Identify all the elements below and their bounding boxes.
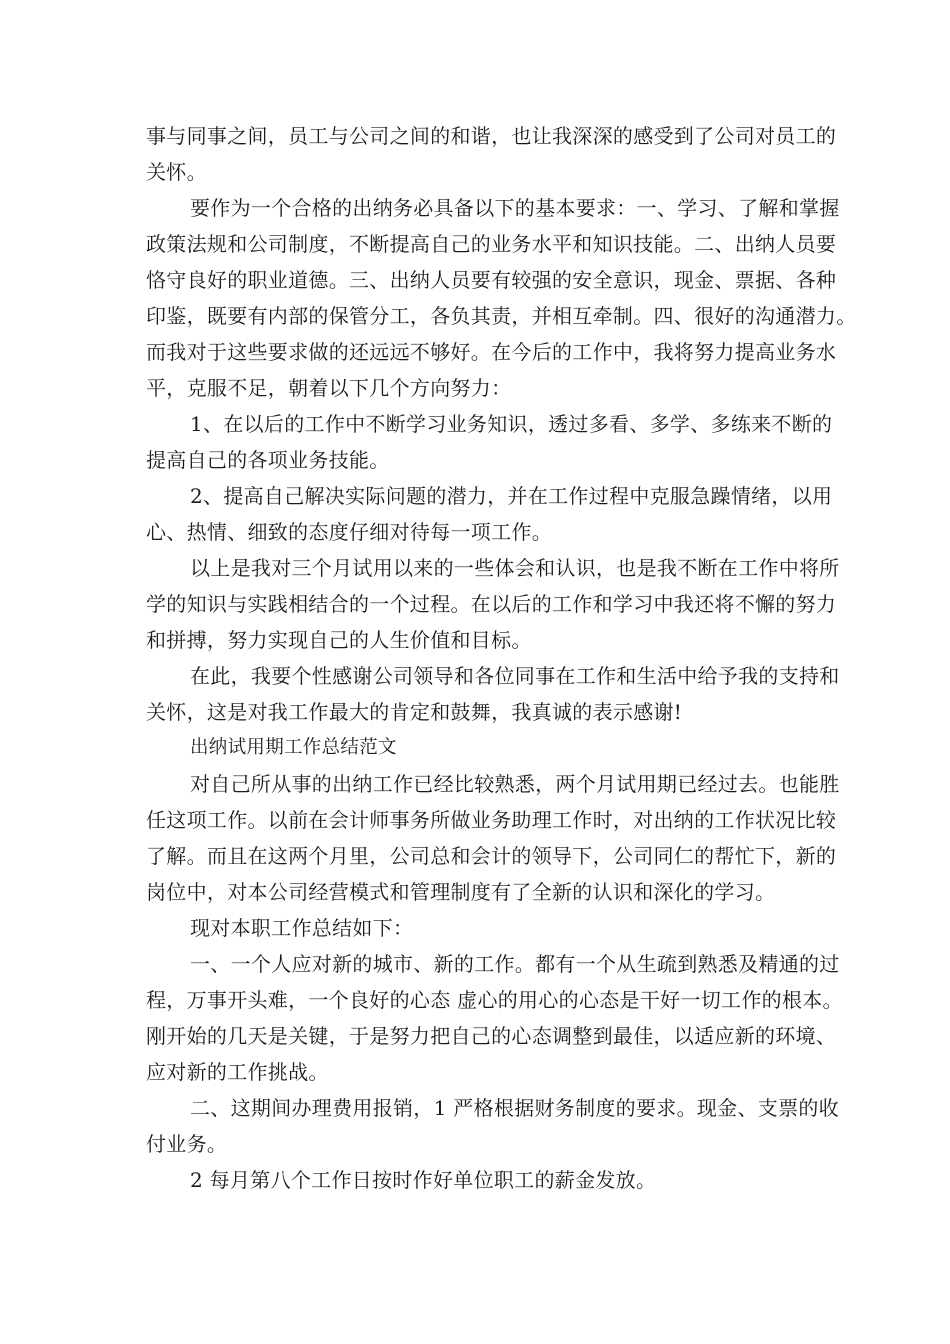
text-line: 现对本职工作总结如下： bbox=[190, 916, 414, 940]
text-line: 学的知识与实践相结合的一个过程。在以后的工作和学习中我还将不懈的努力 bbox=[146, 592, 837, 616]
text-line: 了解。而且在这两个月里，公司总和会计的领导下，公司同仁的帮忙下，新的 bbox=[146, 844, 837, 868]
paragraph bbox=[146, 406, 833, 478]
text-line: 应对新的工作挑战。 bbox=[146, 1060, 329, 1084]
text-line: 1、在以后的工作中不断学习业务知识，透过多看、多学、多练来不断的 bbox=[190, 412, 833, 436]
text-line: 恪守良好的职业道德。三、出纳人员要有较强的安全意识，现金、票据、各种 bbox=[146, 268, 837, 292]
text-line: 要作为一个合格的出纳务必具备以下的基本要求：一、学习、了解和掌握 bbox=[190, 196, 840, 220]
text-line: 二、这期间办理费用报销，1 严格根据财务制度的要求。现金、支票的收 bbox=[190, 1096, 839, 1120]
text-line: 在此，我要个性感谢公司领导和各位同事在工作和生活中给予我的支持和 bbox=[190, 664, 840, 688]
text-line: 事与同事之间，员工与公司之间的和谐，也让我深深的感受到了公司对员工的 bbox=[146, 124, 837, 148]
paragraph bbox=[146, 118, 837, 190]
paragraph bbox=[146, 1162, 806, 1198]
paragraph bbox=[146, 910, 806, 946]
paragraph bbox=[146, 478, 833, 550]
text-line: 一、一个人应对新的城市、新的工作。都有一个从生疏到熟悉及精通的过 bbox=[190, 952, 840, 976]
text-line: 程，万事开头难，一个良好的心态 虚心的用心的心态是干好一切工作的根本。 bbox=[146, 988, 843, 1012]
text-line: 印鉴，既要有内部的保管分工，各负其责，并相互牵制。四、很好的沟通潜力。 bbox=[146, 304, 857, 328]
text-line: 2、提高自己解决实际问题的潜力，并在工作过程中克服急躁情绪，以用 bbox=[190, 484, 833, 508]
paragraph bbox=[146, 190, 857, 406]
heading-text: 出纳试用期工作总结范文 bbox=[190, 737, 397, 758]
text-line: 和拼搏，努力实现自己的人生价值和目标。 bbox=[146, 628, 532, 652]
paragraph bbox=[146, 1090, 839, 1162]
paragraph bbox=[146, 766, 840, 910]
text-line: 平，克服不足，朝着以下几个方向努力： bbox=[146, 376, 512, 400]
paragraph bbox=[146, 550, 840, 658]
text-line: 岗位中，对本公司经营模式和管理制度有了全新的认识和深化的学习。 bbox=[146, 880, 776, 904]
text-line: 而我对于这些要求做的还远远不够好。在今后的工作中，我将努力提高业务水 bbox=[146, 340, 837, 364]
text-line: 关怀，这是对我工作最大的肯定和鼓舞，我真诚的表示感谢! bbox=[146, 700, 683, 724]
paragraph bbox=[146, 658, 840, 730]
paragraph bbox=[146, 946, 843, 1090]
text-line: 付业务。 bbox=[146, 1132, 228, 1156]
text-line: 心、热情、细致的态度仔细对待每一项工作。 bbox=[146, 520, 552, 544]
text-line: 政策法规和公司制度，不断提高自己的业务水平和知识技能。二、出纳人员要 bbox=[146, 232, 837, 256]
text-line: 任这项工作。以前在会计师事务所做业务助理工作时，对出纳的工作状况比较 bbox=[146, 808, 837, 832]
text-line: 提高自己的各项业务技能。 bbox=[146, 448, 390, 472]
text-line: 对自己所从事的出纳工作已经比较熟悉，两个月试用期已经过去。也能胜 bbox=[190, 772, 840, 796]
text-line: 2 每月第八个工作日按时作好单位职工的薪金发放。 bbox=[190, 1168, 657, 1192]
document-page bbox=[146, 118, 857, 1198]
text-line: 刚开始的几天是关键，于是努力把自己的心态调整到最佳，以适应新的环境、 bbox=[146, 1024, 837, 1048]
text-line: 以上是我对三个月试用以来的一些体会和认识，也是我不断在工作中将所 bbox=[190, 556, 840, 580]
section-heading bbox=[146, 730, 806, 766]
text-line: 关怀。 bbox=[146, 160, 207, 184]
